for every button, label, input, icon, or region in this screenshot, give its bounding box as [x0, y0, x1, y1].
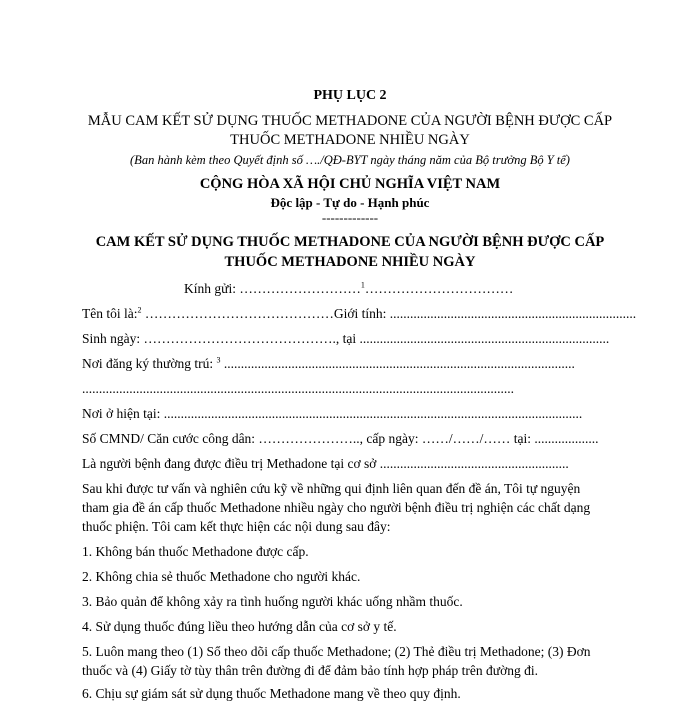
intro-line2: tham gia đề án cấp thuốc Methadone nhiều ngày cho người bệnh điều trị nghiện các chất dạng: [82, 500, 591, 515]
commitment-item-6: 6. Chịu sự giám sát sử dụng thuốc Methadone mang về theo quy định.: [82, 686, 461, 701]
birth-line: Sinh ngày: ……………………………………., tại ..........................................................................: [82, 331, 610, 346]
appendix-heading: PHỤ LỤC 2: [313, 88, 387, 103]
commitment-item-2: 2. Không chia sẻ thuốc Methadone cho người khác.: [82, 569, 361, 584]
name-gender-line: [82, 306, 636, 322]
commitment-item-1: 1. Không bán thuốc Methadone được cấp.: [82, 544, 309, 559]
footnote-ref-2: 2: [137, 305, 142, 315]
intro-line3: thuốc phiện. Tôi cam kết thực hiện các nội dung sau đây:: [82, 519, 391, 534]
permanent-address-label: Nơi đăng ký thường trú:: [82, 356, 217, 371]
permanent-address-line: [82, 356, 575, 372]
treatment-facility-line: Là người bệnh đang được điều trị Methadone tại cơ sở ........................................................: [82, 456, 569, 471]
recipient-blank: ……………………………: [364, 281, 514, 296]
national-name: CỘNG HÒA XÃ HỘI CHỦ NGHĨA VIỆT NAM: [199, 176, 501, 192]
current-address-line: Nơi ở hiện tại: ............................................................................................................................: [82, 406, 583, 421]
recipient-line: [184, 281, 513, 297]
form-title-line1: MẪU CAM KẾT SỬ DỤNG THUỐC METHADONE CỦA NGƯỜI BỆNH ĐƯỢC CẤP: [87, 113, 613, 129]
form-title-line2: THUỐC METHADONE NHIỀU NGÀY: [230, 132, 470, 148]
commitment-item-5-line1: 5. Luôn mang theo (1) Sổ theo dõi cấp thuốc Methadone; (2) Thẻ điều trị Methadone; (3) Đơn: [82, 644, 591, 659]
name-gender-blank: ……………………………………Giới tính: .........................................................................: [141, 306, 637, 321]
issued-note: (Ban hành kèm theo Quyết định số …./QĐ-BYT ngày tháng năm của Bộ trưởng Bộ Y tế): [130, 153, 570, 167]
id-card-line: Số CMND/ Căn cước công dân: ………………….., cấp ngày: ……/……/…… tại: ...................: [82, 431, 599, 446]
commitment-item-3: 3. Bảo quản để không xảy ra tình huống người khác uống nhầm thuốc.: [82, 594, 463, 609]
footnote-ref-3: 3: [216, 355, 221, 365]
permanent-address-continuation: ................................................................................................................................: [82, 381, 514, 396]
recipient-label: Kính gửi: ………………………: [184, 281, 361, 296]
name-label: Tên tôi là:: [82, 306, 138, 321]
commit-title-line2: THUỐC METHADONE NHIỀU NGÀY: [224, 254, 476, 270]
intro-line1: Sau khi được tư vấn và nghiên cứu kỹ về những qui định liên quan đến đề án, Tôi tự nguyện: [82, 481, 581, 496]
commitment-item-5-line2: thuốc và (4) Giấy tờ tùy thân trên đường đi để đảm bảo tính hợp pháp trên đường đi.: [82, 663, 538, 678]
footnote-ref-1: 1: [360, 280, 365, 290]
commit-title-line1: CAM KẾT SỬ DỤNG THUỐC METHADONE CỦA NGƯỜI BỆNH ĐƯỢC CẤP: [95, 234, 605, 250]
commitment-item-4: 4. Sử dụng thuốc đúng liều theo hướng dẫn của cơ sở y tế.: [82, 619, 397, 634]
permanent-address-blank: ........................................................................................................: [220, 356, 575, 371]
motto-divider: -------------: [321, 210, 379, 225]
national-motto: Độc lập - Tự do - Hạnh phúc: [270, 195, 430, 210]
